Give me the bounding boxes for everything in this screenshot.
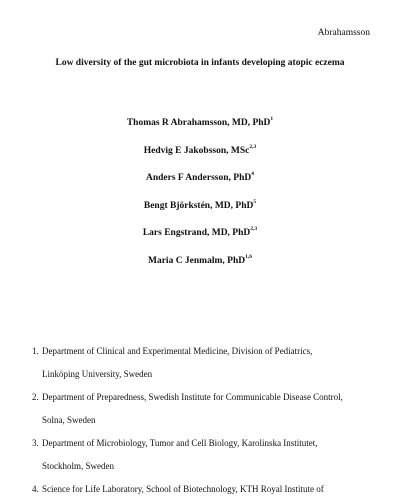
running-head: Abrahamsson: [317, 28, 370, 38]
affiliation-text: [28, 432, 393, 477]
affiliation-line: Department of Microbiology, Tumor and Cell Biology, Karolinska Institutet,: [42, 438, 318, 448]
author-name: Thomas R Abrahamsson, MD, PhD: [126, 118, 271, 128]
author-name: Hedvig E Jakobsson, MSc: [143, 145, 250, 156]
affiliation-number: 2.: [32, 392, 39, 402]
author: [0, 118, 400, 146]
author-name: Maria C Jenmalm, PhD: [148, 255, 246, 266]
author-name: Anders F Andersson, PhD: [146, 173, 252, 183]
affiliation-line: Stockholm, Sweden: [42, 460, 114, 471]
affiliation-line: Solna, Sweden: [42, 414, 96, 425]
author-affiliation-marker: 2,3: [249, 143, 257, 150]
affiliation-line: Department of Clinical and Experimental Medicine, Division of Pediatrics,: [42, 346, 313, 356]
author-affiliation-marker: 5: [253, 198, 257, 205]
affiliation-text: [28, 340, 393, 385]
author-name: Bengt Björkstén, MD, PhD: [143, 200, 254, 211]
affiliation-item: [28, 386, 393, 431]
author: [0, 253, 400, 284]
author: [0, 143, 400, 174]
author: [0, 198, 400, 229]
affiliation-text: [28, 478, 393, 501]
paper-title: Low diversity of the gut microbiota in infants developing atopic eczema: [55, 58, 345, 68]
author-affiliation-marker: 1,6: [245, 253, 252, 260]
author-affiliation-marker: 4: [251, 171, 254, 177]
affiliation-line: Linköping University, Sweden: [42, 368, 153, 379]
author-name: Lars Engstrand, MD, PhD: [142, 228, 251, 238]
affiliation-text: [28, 386, 393, 431]
author: [0, 173, 400, 201]
affiliation-line: Science for Life Laboratory, School of Biotechnology, KTH Royal Institute of: [42, 484, 324, 494]
affiliation-item: [28, 340, 393, 385]
affiliation-line: Department of Preparedness, Swedish Institute for Communicable Disease Control,: [42, 392, 343, 402]
author-affiliation-marker: 2,3: [250, 226, 258, 232]
affiliation-item: [28, 432, 393, 477]
affiliation-list: [28, 340, 393, 502]
affiliation-number: 3.: [32, 438, 39, 448]
affiliation-number: 4.: [32, 484, 39, 494]
affiliation-item: [28, 478, 393, 501]
author: [0, 228, 400, 256]
author-list: [0, 118, 400, 283]
author-affiliation-marker: 1: [270, 116, 274, 122]
affiliation-number: 1.: [32, 346, 39, 356]
